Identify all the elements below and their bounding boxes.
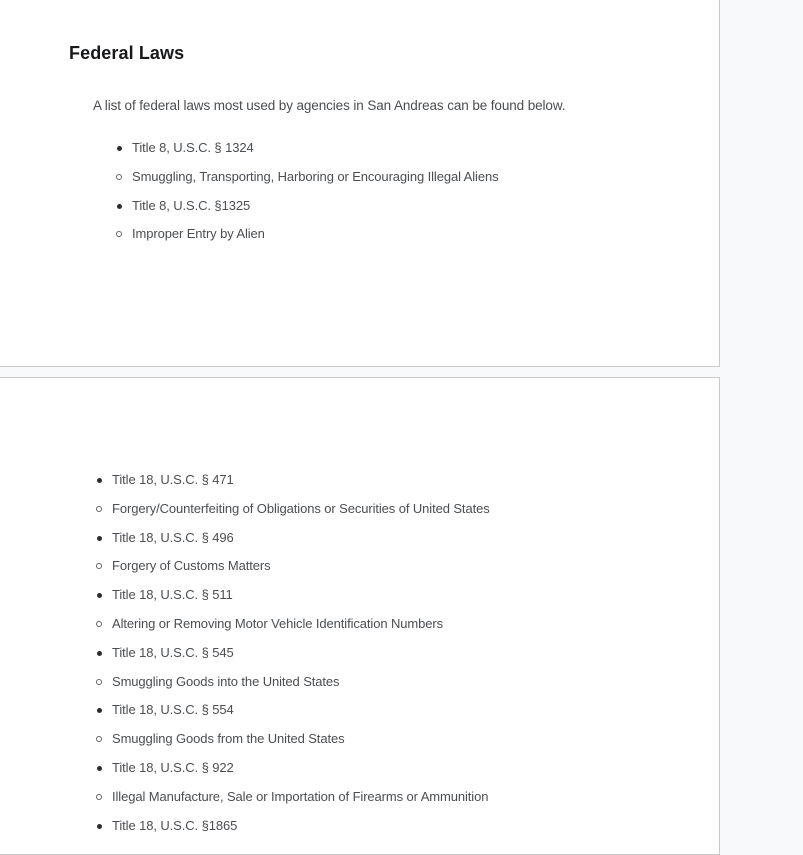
list-item-text: Title 18, U.S.C. § 922 bbox=[112, 759, 234, 775]
list-item bbox=[96, 816, 490, 836]
list-item-text: Title 18, U.S.C. § 471 bbox=[112, 472, 234, 487]
list-item bbox=[116, 224, 498, 244]
bullet-icon bbox=[117, 204, 122, 209]
bullet-icon bbox=[97, 708, 102, 713]
list-item bbox=[96, 470, 490, 490]
list-item-text: Forgery/Counterfeiting of Obligations or Securities of United States bbox=[112, 500, 490, 516]
bullet-icon bbox=[97, 478, 102, 483]
list-item-text: Altering or Removing Motor Vehicle Identification Numbers bbox=[112, 615, 444, 631]
bullet-icon bbox=[96, 621, 102, 627]
bullet-icon bbox=[97, 651, 102, 656]
list-item-text: Title 18, U.S.C. § 554 bbox=[112, 702, 234, 718]
list-item bbox=[96, 700, 490, 720]
list-item bbox=[96, 585, 490, 605]
list-item bbox=[96, 672, 490, 692]
intro-text: A list of federal laws most used by agencies in San Andreas can be found below. bbox=[93, 98, 566, 113]
list-item bbox=[96, 787, 490, 807]
list-item-text: Smuggling Goods from the United States bbox=[112, 731, 345, 747]
list-item-text: Smuggling, Transporting, Harboring or Encouraging Illegal Aliens bbox=[132, 168, 499, 184]
list-item-text: Title 18, U.S.C. § 496 bbox=[112, 529, 234, 545]
bullet-icon bbox=[97, 766, 102, 771]
list-item bbox=[96, 729, 490, 749]
list-item-text: Title 18, U.S.C. § 511 bbox=[112, 587, 233, 603]
federal-laws-card bbox=[0, 0, 720, 367]
list-item-text: Title 8, U.S.C. § 1324 bbox=[132, 140, 254, 155]
list-item bbox=[96, 528, 490, 548]
bullet-icon bbox=[97, 824, 102, 829]
list-item bbox=[116, 167, 498, 187]
bullet-icon bbox=[96, 679, 102, 685]
page-title: Federal Laws bbox=[69, 43, 185, 63]
list-item-text: Smuggling Goods into the United States bbox=[112, 673, 340, 689]
list-item bbox=[96, 499, 490, 519]
list-item-text: Forgery of Customs Matters bbox=[112, 558, 271, 574]
bullet-icon bbox=[116, 231, 122, 237]
list-item-text: Title 18, U.S.C. § 545 bbox=[112, 644, 234, 660]
bullet-icon bbox=[97, 593, 102, 598]
list-item bbox=[116, 196, 498, 216]
list-item-text: Illegal Manufacture, Sale or Importation of Firearms or Ammunition bbox=[112, 788, 489, 804]
bullet-icon bbox=[96, 736, 102, 742]
list-item bbox=[96, 758, 490, 778]
list-item-text: Improper Entry by Alien bbox=[132, 226, 265, 242]
list-item bbox=[96, 614, 490, 634]
list-item bbox=[96, 556, 490, 576]
list-item-text: Title 8, U.S.C. §1325 bbox=[132, 197, 251, 213]
bullet-icon bbox=[96, 563, 102, 569]
list-item-text: Title 18, U.S.C. §1865 bbox=[112, 817, 238, 833]
bullet-icon bbox=[96, 506, 102, 512]
bullet-icon bbox=[116, 174, 122, 180]
federal-laws-list-title18 bbox=[96, 470, 490, 844]
federal-laws-card-continued bbox=[0, 377, 720, 855]
bullet-icon bbox=[117, 146, 122, 151]
bullet-icon bbox=[97, 536, 102, 541]
federal-laws-list-title8 bbox=[116, 138, 498, 253]
list-item bbox=[96, 643, 490, 663]
bullet-icon bbox=[96, 794, 102, 800]
list-item bbox=[116, 138, 498, 158]
